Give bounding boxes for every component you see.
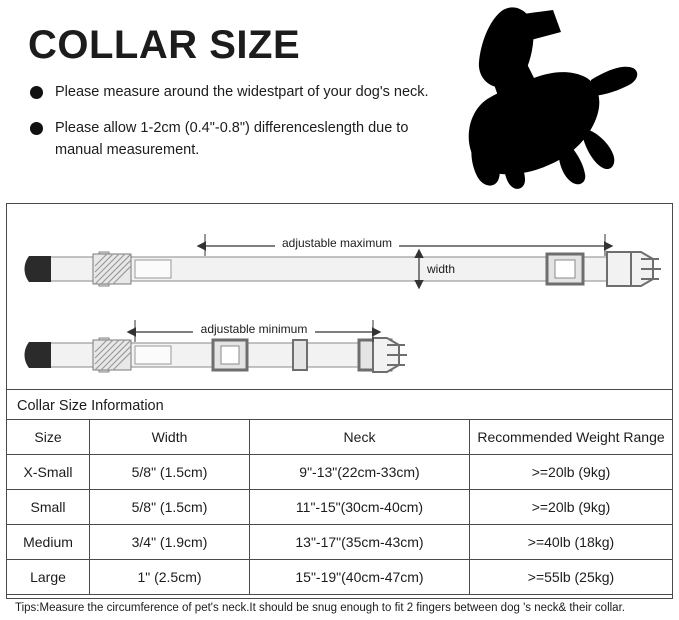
collar-diagram [7, 204, 672, 390]
bullet-dot-icon [30, 122, 43, 135]
cell-neck: 13"-17"(35cm-43cm) [250, 525, 470, 560]
svg-text:width: width [427, 262, 456, 276]
cell-neck: 11"-15"(30cm-40cm) [250, 490, 470, 525]
table-row [7, 490, 672, 525]
cell-width: 5/8" (1.5cm) [90, 490, 250, 525]
table-row [7, 560, 672, 595]
cell-width: 3/4" (1.9cm) [90, 525, 250, 560]
table-row [7, 455, 672, 490]
header-section [0, 0, 679, 190]
cell-size: Large [7, 560, 90, 595]
cell-weight: >=55lb (25kg) [470, 560, 673, 595]
bullet-text: Please measure around the widestpart of your dog's neck. [55, 84, 429, 100]
tips-text: Tips:Measure the circumference of pet's neck.It should be snug enough to fit 2 fingers between dog 's neck& their collar. [15, 602, 625, 614]
table-caption: Collar Size Information [7, 390, 672, 420]
column-header-neck: Neck [250, 420, 470, 455]
svg-text:adjustable maximum: adjustable maximum [281, 236, 393, 250]
cell-neck: 15"-19"(40cm-47cm) [250, 560, 470, 595]
svg-text:adjustable minimum: adjustable minimum [200, 322, 308, 336]
cell-weight: >=20lb (9kg) [470, 490, 673, 525]
cell-neck: 9"-13"(22cm-33cm) [250, 455, 470, 490]
column-header-width: Width [90, 420, 250, 455]
cell-size: Small [7, 490, 90, 525]
bullet-text: Please allow 1-2cm (0.4"-0.8") differenceslength due to manual measurement. [55, 119, 409, 158]
size-table [7, 420, 672, 595]
cell-size: X-Small [7, 455, 90, 490]
dog-silhouette-icon [431, 6, 641, 192]
cell-weight: >=40lb (18kg) [470, 525, 673, 560]
cell-size: Medium [7, 525, 90, 560]
page-title: COLLAR SIZE [28, 23, 301, 67]
cell-weight: >=20lb (9kg) [470, 455, 673, 490]
column-header-weight: Recommended Weight Range [470, 420, 673, 455]
bullet-item [28, 82, 448, 104]
table-header-row [7, 420, 672, 455]
cell-width: 5/8" (1.5cm) [90, 455, 250, 490]
cell-width: 1" (2.5cm) [90, 560, 250, 595]
bullet-item [28, 118, 448, 162]
collar-info-panel [6, 203, 673, 614]
table-row [7, 525, 672, 560]
bullet-dot-icon [30, 86, 43, 99]
column-header-size: Size [7, 420, 90, 455]
